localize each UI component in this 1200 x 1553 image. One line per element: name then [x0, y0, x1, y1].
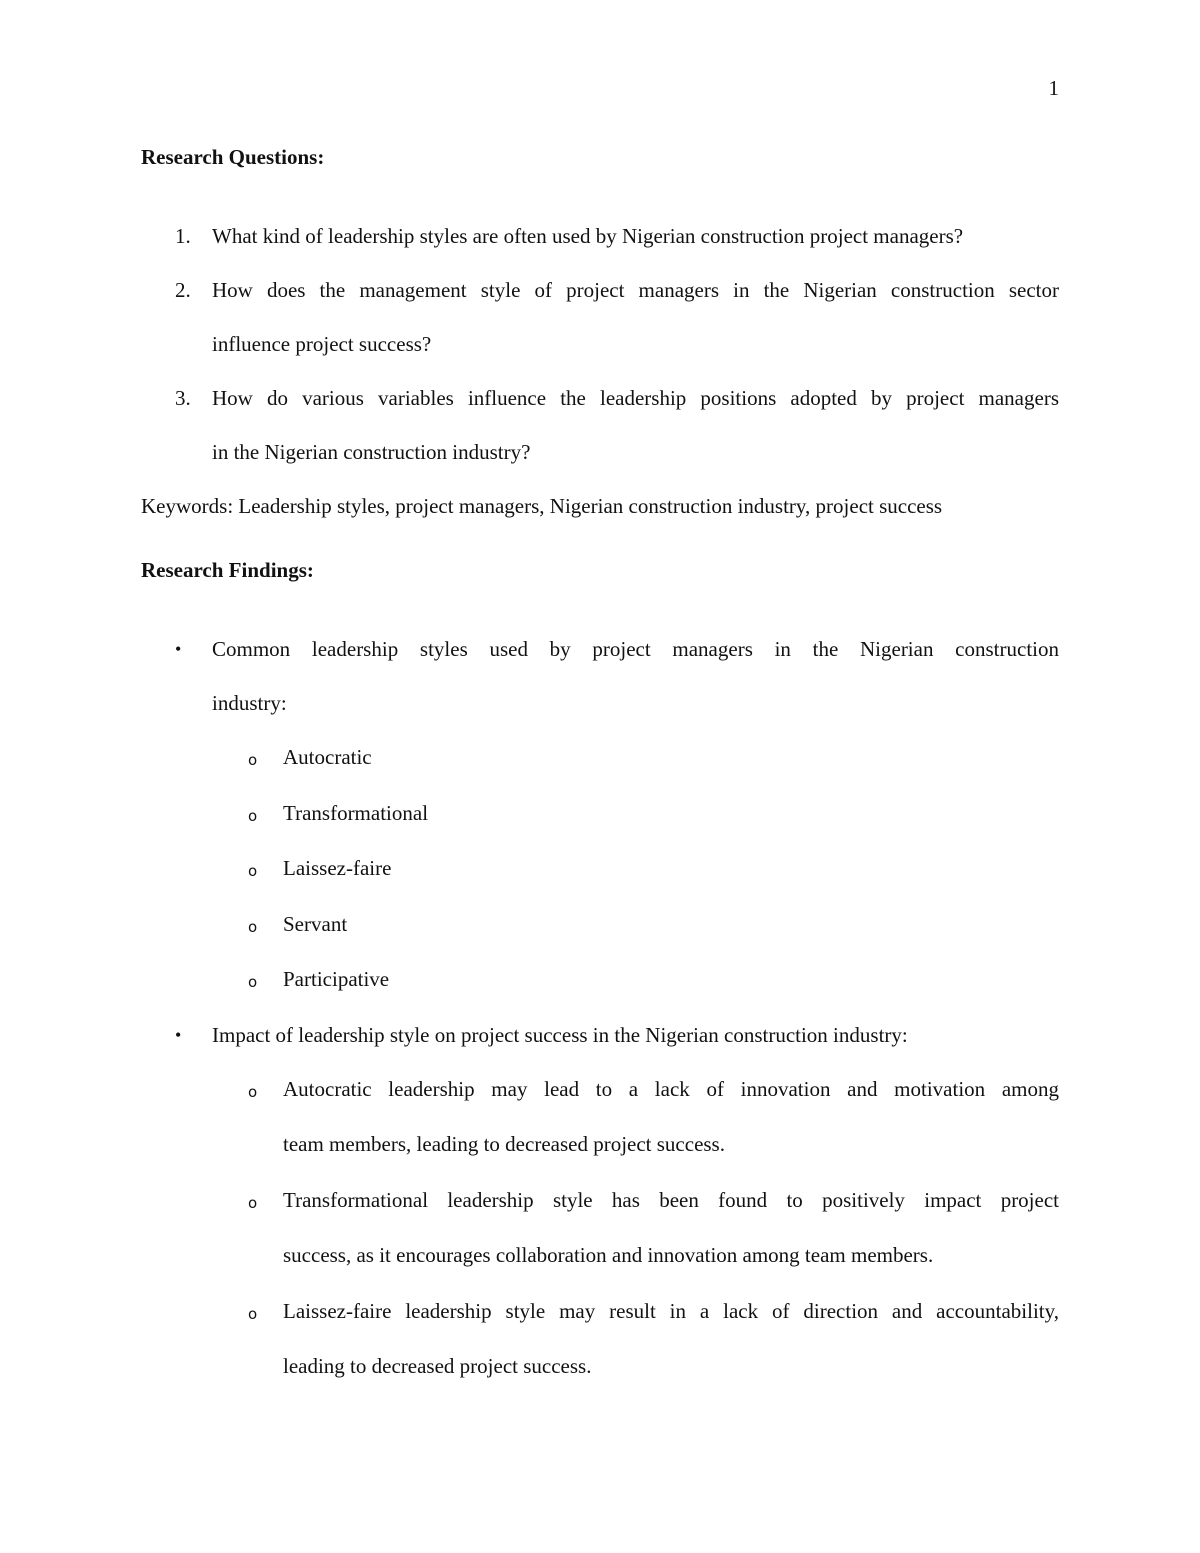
circle-bullet-icon: o: [248, 1304, 258, 1323]
finding-item: [141, 1008, 1059, 1395]
finding-sublist: [212, 730, 1059, 1008]
sub-item-text: Autocratic: [283, 745, 372, 769]
question-text: influence project success?: [212, 332, 432, 356]
sub-item-text: team members, leading to decreased project success.: [283, 1132, 725, 1156]
research-findings-list: [141, 622, 1059, 1395]
finding-text: Impact of leadership style on project success in the Nigerian construction industry:: [212, 1022, 908, 1047]
sub-item: [212, 841, 1059, 897]
circle-bullet-icon: o: [248, 806, 258, 825]
finding-sublist: [212, 1062, 1059, 1395]
sub-item: [212, 952, 1059, 1008]
bullet-icon: •: [175, 639, 182, 659]
keywords-line: Keywords: Leadership styles, project managers, Nigerian construction industry, project success: [141, 494, 943, 518]
research-questions-heading: Research Questions:: [141, 145, 325, 169]
circle-bullet-icon: o: [248, 1082, 258, 1101]
sub-item-text: Servant: [283, 911, 348, 936]
finding-item: [141, 622, 1059, 1008]
circle-bullet-icon: o: [248, 862, 258, 880]
sub-item-text: leading to decreased project success.: [283, 1354, 592, 1378]
bullet-icon: •: [175, 1024, 182, 1045]
sub-item-text: Transformational leadership style has been found to positively impact project: [283, 1187, 1059, 1212]
question-number: 3.: [175, 386, 191, 410]
sub-item-text: Autocratic leadership may lead to a lack of innovation and motivation among: [283, 1076, 1059, 1101]
sub-item-text: success, as it encourages collaboration and innovation among team members.: [283, 1243, 934, 1267]
question-text: in the Nigerian construction industry?: [212, 440, 531, 464]
question-item: [141, 209, 1059, 263]
question-item: [141, 371, 1059, 479]
finding-text: industry:: [212, 691, 287, 715]
sub-item-text: Transformational: [283, 800, 429, 825]
finding-text: Common leadership styles used by project managers in the Nigerian construction: [212, 637, 1059, 661]
sub-item: [212, 1173, 1059, 1284]
sub-item: [212, 1062, 1059, 1173]
circle-bullet-icon: o: [248, 751, 258, 769]
circle-bullet-icon: o: [248, 1193, 258, 1212]
sub-item-text: Laissez-faire: [283, 856, 392, 880]
research-findings-heading: Research Findings:: [141, 558, 314, 582]
sub-item: [212, 1284, 1059, 1395]
document-content: [141, 140, 1059, 1395]
sub-item: [212, 786, 1059, 842]
page-number: 1: [1048, 76, 1059, 100]
question-number: 1.: [175, 224, 191, 248]
sub-item: [212, 897, 1059, 953]
circle-bullet-icon: o: [248, 973, 258, 991]
research-questions-list: [141, 209, 1059, 479]
sub-item-text: Participative: [283, 967, 390, 991]
question-item: [141, 263, 1059, 371]
question-text: How do various variables influence the leadership positions adopted by project managers: [212, 386, 1059, 410]
sub-item-text: Laissez-faire leadership style may result in a lack of direction and accountability,: [283, 1298, 1059, 1323]
question-text: What kind of leadership styles are often used by Nigerian construction project managers?: [212, 224, 964, 248]
sub-item: [212, 730, 1059, 786]
question-number: 2.: [175, 278, 191, 302]
question-text: How does the management style of project managers in the Nigerian construction sector: [212, 278, 1059, 302]
circle-bullet-icon: o: [248, 917, 258, 936]
